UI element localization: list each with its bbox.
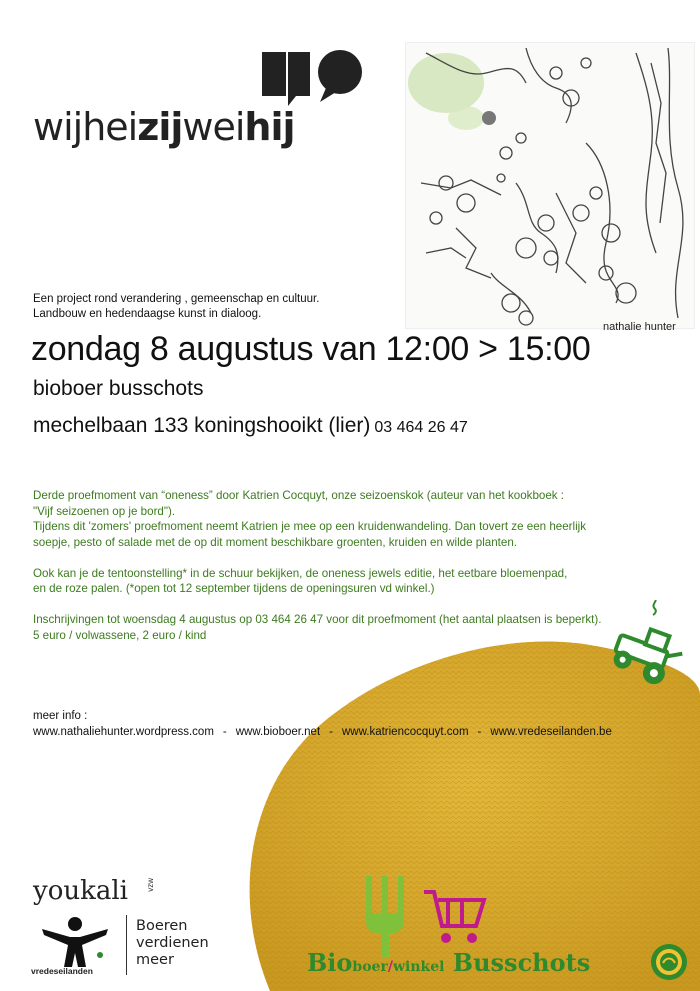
info-links	[33, 726, 612, 738]
description-line: soepje, pesto of salade met de op dit moment beschikbare groenten, kruiden en wilde planten.	[33, 535, 518, 549]
boeren-verdienen-meer	[136, 918, 209, 969]
link-separator: -	[477, 726, 482, 738]
info-link[interactable]: www.nathaliehunter.wordpress.com	[33, 726, 214, 738]
logo-part: hei	[82, 105, 138, 149]
youkali-logo: youkali	[33, 876, 128, 906]
boeren-line: meer	[136, 952, 174, 968]
link-separator: -	[222, 726, 227, 738]
boeren-line: Boeren	[136, 918, 188, 934]
description-line: en de roze palen. (*open tot 12 september tijdens de openingsuren vd winkel.)	[33, 582, 435, 595]
description-line: Derde proefmoment van “oneness” door Katrien Cocquyt, onze seizoenskok (auteur van het kookboek :	[33, 489, 565, 502]
vredeseilanden-figure-icon	[40, 915, 110, 971]
intro-line: Een project rond verandering , gemeenschap en cultuur.	[33, 293, 320, 305]
logo-part: hij	[244, 105, 295, 149]
shop-busschots: Busschots	[444, 948, 591, 977]
description-line: Tijdens dit 'zomers' proefmoment neemt Katrien je mee op een kruidenwandeling. Dan tovert ze een heerlijk	[33, 520, 587, 533]
event-phone: 03 464 26 47	[374, 419, 468, 436]
info-link[interactable]: www.katriencocquyt.com	[341, 726, 469, 738]
intro-line: Landbouw en hedendaagse kunst in dialoog.	[33, 308, 262, 320]
tractor-icon	[606, 600, 688, 690]
description-line: 5 euro / volwassene, 2 euro / kind	[33, 628, 207, 642]
shop-bio: Bio	[307, 948, 353, 977]
event-venue: bioboer busschots	[33, 377, 204, 400]
logo-part: zij	[137, 105, 183, 149]
address-text: mechelbaan 133 koningshooikt (lier)	[33, 414, 371, 437]
organic-seal-icon	[650, 943, 688, 981]
fork-and-cart-icon	[352, 876, 492, 958]
link-separator: -	[329, 726, 333, 738]
bioboer-busschots-logo	[307, 948, 590, 977]
info-link[interactable]: www.vredeseilanden.be	[490, 726, 612, 738]
description-line: "Vijf seizoenen op je bord").	[33, 504, 176, 518]
sponsor-divider	[126, 915, 127, 975]
shop-boer: boer	[352, 959, 388, 975]
artwork-credit: nathalie hunter	[603, 321, 676, 333]
shop-winkel: winkel	[392, 959, 445, 975]
description-line: Inschrijvingen tot woensdag 4 augustus op 03 464 26 47 voor dit proefmoment (het aantal plaatsen is beperkt).	[33, 613, 602, 626]
artwork-line-drawing	[405, 42, 695, 329]
logo-part: wei	[182, 105, 245, 149]
info-link[interactable]: www.bioboer.net	[235, 726, 321, 738]
shop-slash: /	[387, 959, 393, 975]
project-intro	[33, 292, 319, 322]
youkali-vzw: vzw	[146, 878, 155, 892]
project-logo-wordmark	[33, 105, 295, 149]
description-paragraph	[33, 566, 673, 597]
more-info-label: meer info :	[33, 710, 88, 722]
boeren-line: verdienen	[136, 935, 209, 951]
vredeseilanden-label: vredeseilanden	[31, 966, 93, 976]
description-line: Ook kan je de tentoonstelling* in de schuur bekijken, de oneness jewels editie, het eetbare bloemenpad,	[33, 566, 568, 580]
event-headline: zondag 8 augustus van 12:00 > 15:00	[31, 330, 591, 368]
event-address	[33, 414, 468, 438]
logo-part: wij	[33, 105, 83, 149]
event-description	[33, 488, 673, 659]
description-paragraph	[33, 488, 673, 550]
